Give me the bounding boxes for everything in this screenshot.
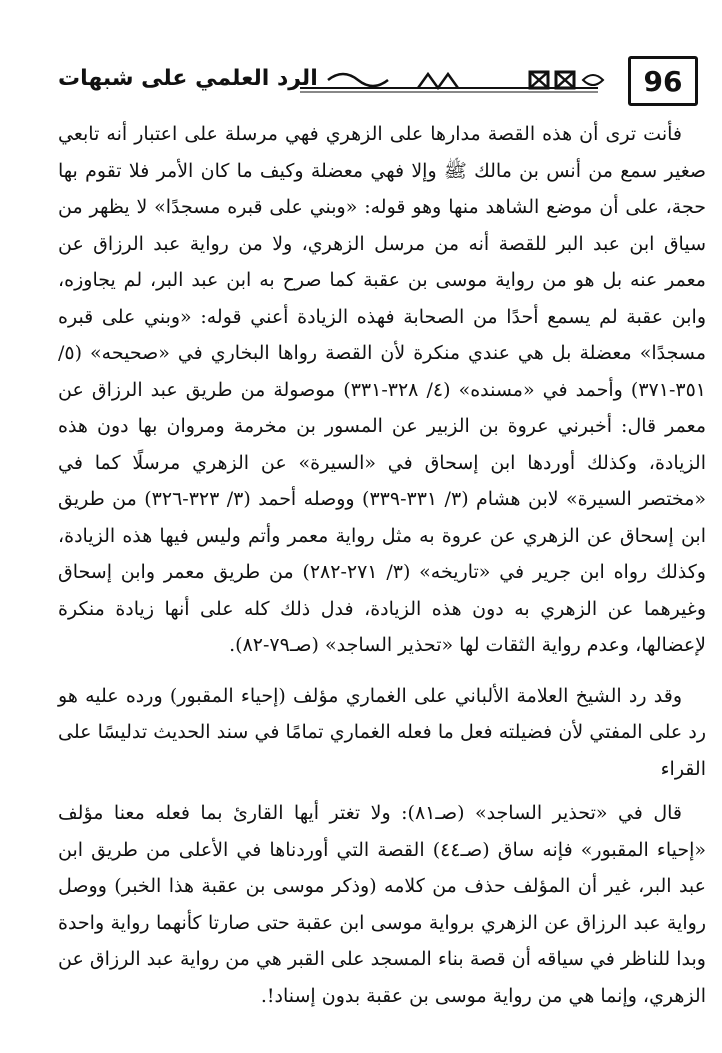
paragraph-quote: قال في «تحذير الساجد» (صـ٨١): ولا تغتر أيها القارئ بما فعله معنا مؤلف «إحياء المقبور» فإنه ساق (صـ٤٤) القصة التي أوردناها في الأعلى من طريق ابن عبد البر، غير أن المؤلف حذف من كلامه (وذكر موسى بن عقبة هذا الخبر) ووصل رواية عبد الرزاق عن الزهري برواية موسى ابن عقبة حتى صارتا كأنهما رواية واحدة وبدا للناظر في سياقه أن قصة بناء المسجد على القبر هي من رواية عبد الرزاق عن الزهري، وإنما هي من رواية موسى بن عقبة بدون إسناد!.: [58, 802, 706, 1007]
running-title: الرد العلمي على شبهات: [58, 66, 318, 91]
paragraph-main: فأنت ترى أن هذه القصة مدارها على الزهري فهي مرسلة على اعتبار أنه تابعي صغير سمع من أنس بن مالك ﷺ وإلا فهي معضلة وكيف ما كان الأمر فلا تقوم بها حجة، على أن موضع الشاهد منها وهو قوله: «وبني على قبره مسجدًا» لا يظهر من سياق ابن عبد البر للقصة أنه من مرسل الزهري، ولا من رواية عبد الرزاق عن معمر عنه بل هو من رواية موسى بن عقبة كما صرح به ابن عبد البر، لم يجاوزه، وابن عقبة لم يسمع أحدًا من الصحابة فهذه الزيادة أعني قوله: «وبني على قبره مسجدًا» معضلة بل هي عندي منكرة لأن القصة رواها البخاري في «صحيحه» (٥/ ٣٥١-٣٧١) وأحمد في «مسنده» (٤/ ٣٢٨-٣٣١) موصولة من طريق عبد الرزاق عن معمر قال: أخبرني عروة بن الزبير عن المسور بن مخرمة ومروان بها دون هذه الزيادة، وكذلك أوردها ابن إسحاق في «السيرة» عن الزهري مرسلًا كما في «مختصر السيرة» لابن هشام (٣/ ٣٣١-٣٣٩) ووصله أحمد (٣/ ٣٢٣-٣٢٦) من طريق ابن إسحاق عن الزهري عن عروة به مثل رواية معمر وأتم وليس فيها هذه الزيادة، وكذلك رواه ابن جرير في «تاريخه» (٣/ ٢٧١-٢٨٢) من طريق معمر وابن إسحاق وغيرهما عن الزهري به دون هذه الزيادة، فدل ذلك كله على أنها زيادة منكرة لإعضالها، وعدم رواية الثقات لها «تحذير الساجد» (صـ٧٩-٨٢).: [58, 123, 706, 656]
page-number-box: [628, 56, 698, 106]
ornament-divider-icon: [298, 62, 618, 98]
page-number: 96: [643, 64, 683, 98]
page-body: [58, 116, 706, 1014]
paragraph-albani-reply: وقد رد الشيخ العلامة الألباني على الغماري مؤلف (إحياء المقبور) ورده عليه هو رد على المفتي لأن فضيلته فعل ما فعله الغماري تمامًا في سند الحديث تدليسًا على القراء: [58, 684, 706, 780]
page-header: [58, 48, 698, 110]
